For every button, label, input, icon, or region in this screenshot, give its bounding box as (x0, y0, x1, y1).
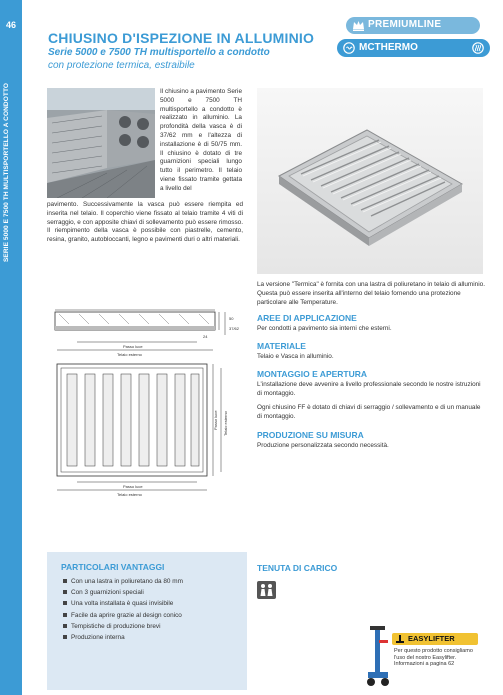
page-number: 46 (5, 20, 16, 30)
label-telaio-top: Telaio esterno (117, 352, 142, 357)
dim-a: 24 (203, 334, 208, 339)
installation-photo (47, 88, 155, 198)
load-title: TENUTA DI CARICO (257, 563, 338, 573)
section-title-material: MATERIALE (257, 341, 306, 351)
side-label: SERIE 5000 E 7500 TH MULTISPORTELLO A CONDOTTO (3, 82, 10, 262)
easylifter-image (364, 622, 392, 690)
section-title-custom: PRODUZIONE SU MISURA (257, 430, 364, 440)
label-telaio-bottom: Telaio esterno (117, 492, 142, 497)
lifter-icon (396, 635, 404, 643)
easylifter-text: Per questo prodotto consigliamo l'uso del nostro Easylifter. Informazioni a pagina 62 (394, 648, 473, 668)
list-item: Facile da aprire grazie al design conico (63, 610, 183, 621)
easylifter-badge (392, 633, 478, 645)
label-passo-bottom: Passo luce (123, 484, 143, 489)
thermo-icon (343, 42, 355, 54)
intro-text-top: Il chiusino a pavimento Serie 5000 e 7500 TH multisportello a condotto è realizzato in alluminio. La profondità della vasca è di 37/62 mm e l'altezza di installazione è di 50/75 mm. Il chiusino è dotato di tre guarnizioni speciali lungo tutto il perimetro. Il telaio viene fissato tramite gettata a livello del (160, 88, 242, 192)
section-text-assembly-2: Ogni chiusino FF è dotato di chiavi di serraggio / sollevamento e di un manuale di montaggio. (257, 404, 481, 420)
easylifter-label: EASYLIFTER (408, 634, 455, 643)
list-item: Tempistiche di produzione brevi (63, 621, 183, 632)
pedestrian-load-icon (257, 581, 276, 599)
easylifter-box (364, 620, 488, 690)
label-passo-top: Passo luce (123, 344, 143, 349)
label-passo-side: Passo luce (213, 410, 218, 430)
section-text-custom: Produzione personalizzata secondo necessità. (257, 442, 389, 449)
product-render (257, 88, 483, 274)
dim-c: 37/62 (229, 326, 240, 331)
section-title-assembly: MONTAGGIO E APERTURA (257, 369, 368, 379)
thermo-version-text: La versione "Termica" è fornita con una lastra di poliuretano in telaio di alluminio. Questa può essere inserita all'interno del telaio fornendo una protezione particolare alle Temperature. (257, 281, 485, 306)
mcthermo-badge (337, 39, 490, 57)
plan-view (57, 364, 221, 490)
crown-icon (352, 19, 365, 32)
premiumline-badge (346, 17, 480, 34)
premiumline-label: PREMIUMLINE (368, 19, 442, 30)
list-item: Produzione interna (63, 632, 183, 643)
page-subtitle: Serie 5000 e 7500 TH multisportello a condotto (48, 47, 270, 58)
list-item: Con 3 guarnizioni speciali (63, 587, 183, 598)
page-title: CHIUSINO D'ISPEZIONE IN ALLUMINIO (48, 30, 315, 46)
heat-waves-icon (472, 42, 484, 54)
section-text-applications: Per condotti a pavimento sia interni che esterni. (257, 325, 392, 332)
advantages-list (63, 576, 183, 643)
section-text-assembly: L'installazione deve avvenire a livello professionale secondo le nostre istruzioni di montaggio. (257, 381, 481, 397)
section-title-applications: AREE DI APPLICAZIONE (257, 313, 357, 323)
list-item: Una volta installata è quasi invisibile (63, 598, 183, 609)
label-telaio-side: Telaio esterno (223, 411, 228, 436)
intro-text-bottom: pavimento. Successivamente la vasca può essere riempita ed inserita nel telaio. Il coperchio viene fissato al telaio tramite 4 viti di serraggio, e con apposite chiavi di sollevamento può essere rimosso. Il riempimento della vasca è possibile con piastrelle, cemento, resina, granito, autobloccanti, legno e pavimenti duri o altri materiali. (47, 201, 243, 244)
technical-drawing (47, 290, 247, 500)
advantages-title: PARTICOLARI VANTAGGI (61, 562, 165, 572)
side-bar (0, 0, 22, 695)
section-text-material: Telaio e Vasca in alluminio. (257, 353, 334, 360)
mcthermo-label: MCTHERMO (359, 42, 418, 53)
list-item: Con una lastra in poliuretano da 80 mm (63, 576, 183, 587)
page-subtitle-2: con protezione termica, estraibile (48, 60, 195, 71)
advantages-box (47, 552, 247, 690)
dim-b: 50 (229, 316, 234, 321)
